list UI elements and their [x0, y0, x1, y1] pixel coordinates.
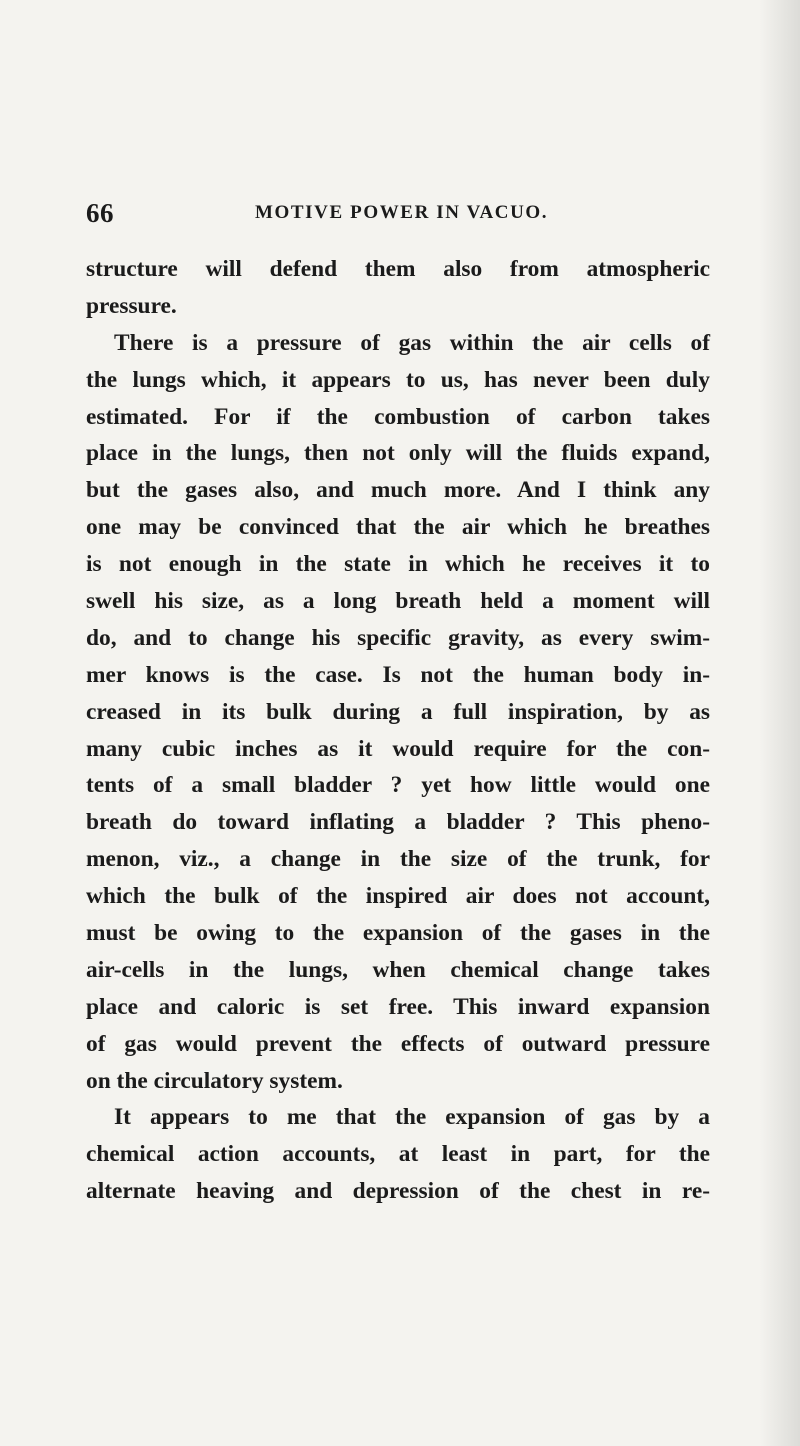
text-line: place in the lungs, then not only will the fluids expand, — [86, 440, 710, 467]
text-line: estimated. For if the combustion of carbon takes — [86, 403, 710, 430]
text-line: place and caloric is set free. This inward expansion — [86, 993, 710, 1020]
text-line: creased in its bulk during a full inspiration, by as — [86, 698, 710, 725]
body-text — [86, 251, 710, 1210]
text-line: structure will defend them also from atmospheric — [86, 256, 710, 282]
running-head — [86, 198, 714, 234]
text-line: must be owing to the expansion of the gases in the — [86, 920, 710, 947]
page-edge-shadow — [760, 0, 800, 1446]
text-line: alternate heaving and depression of the chest in re- — [86, 1178, 710, 1205]
text-line: tents of a small bladder ? yet how little would one — [86, 772, 710, 799]
text-line: the lungs which, it appears to us, has never been duly — [86, 366, 710, 393]
text-line: mer knows is the case. Is not the human body in- — [86, 661, 710, 688]
text-line: but the gases also, and much more. And I think any — [86, 477, 710, 504]
text-line: of gas would prevent the effects of outward pressure — [86, 1030, 710, 1057]
text-line: is not enough in the state in which he receives it to — [86, 551, 710, 578]
text-line: many cubic inches as it would require for the con- — [86, 735, 710, 762]
text-line: which the bulk of the inspired air does not account, — [86, 883, 710, 910]
running-title: MOTIVE POWER IN VACUO. — [255, 202, 549, 223]
text-line: menon, viz., a change in the size of the trunk, for — [86, 846, 710, 873]
text-line: one may be convinced that the air which he breathes — [86, 514, 710, 541]
text-line: pressure. — [86, 292, 177, 319]
text-line: There is a pressure of gas within the air cells of — [114, 329, 710, 356]
page-number: 66 — [86, 198, 114, 228]
text-line: breath do toward inflating a bladder ? This pheno- — [86, 809, 710, 836]
text-line: It appears to me that the expansion of gas by a — [114, 1104, 710, 1131]
text-line: do, and to change his specific gravity, as every swim- — [86, 624, 710, 651]
text-line: air-cells in the lungs, when chemical change takes — [86, 956, 710, 983]
text-line: swell his size, as a long breath held a moment will — [86, 588, 710, 615]
text-line: chemical action accounts, at least in part, for the — [86, 1141, 710, 1168]
text-line: on the circulatory system. — [86, 1067, 343, 1094]
